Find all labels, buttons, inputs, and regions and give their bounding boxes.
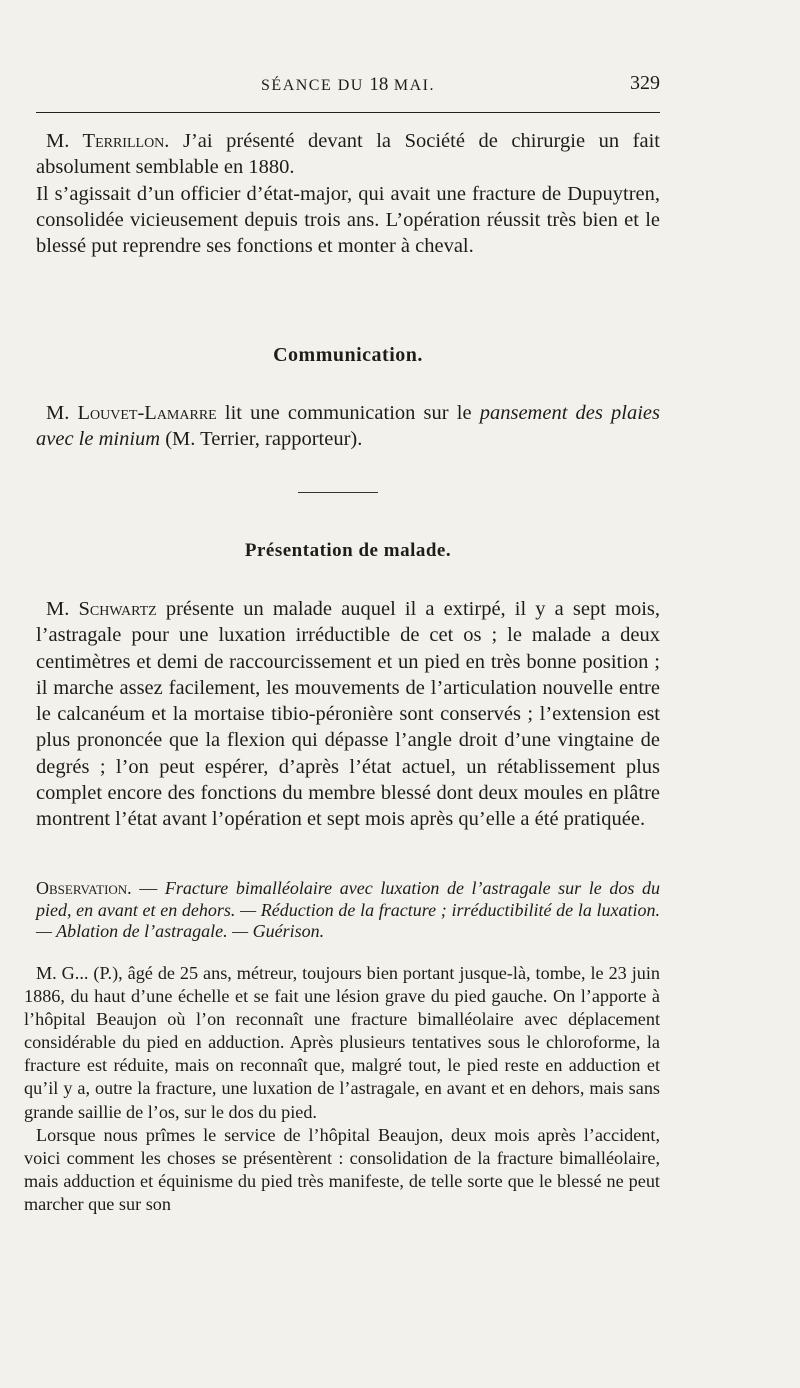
- heading-presentation: Présentation de malade.: [244, 540, 452, 561]
- case-report: [24, 962, 660, 1216]
- presentation-text: présente un malade auquel il a extirpé, il y a sept mois, l’astragale pour une luxation irréductible de cet os ; le malade a deux centimètres et demi de raccourcissement et un pied en très bonne position ; il marche assez facilement, les mouvements de l’articulation nouvelle entre le calcanéum et la mortaise tibio-péronière sont conservés ; l’extension est plus prononcée que la flexion qui dépasse l’angle droit d’une vingtaine de degrés ; l’on peut espérer, d’après l’état actuel, un rétablissement plus complet encore des fonctions du membre blessé dont deux moules en plâtre montrent l’état avant l’opération et sept mois après qu’elle a été pratiquée.: [36, 598, 661, 831]
- speaker-schwartz: M. Schwartz: [46, 598, 157, 620]
- speaker-louvet-lamarre: M. Louvet-Lamarre: [46, 402, 217, 424]
- observation-label: Observation.: [36, 878, 132, 898]
- communication-title: pansement des plaies avec le minium: [36, 402, 660, 451]
- case-paragraph-2: Lorsque nous prîmes le service de l’hôpital Beaujon, deux mois après l’accident, voici comment les choses se présentèrent : consolidation de la fracture bimalléolaire, mais adduction et équinisme du pied très manifeste, de telle sorte que le blessé ne peut marcher que sur son: [24, 1124, 660, 1214]
- paragraph-presentation: [36, 596, 660, 833]
- section-terrillon: [36, 128, 660, 259]
- speaker-terrillon: M. Terrillon.: [46, 130, 170, 152]
- observation-title-block: [36, 878, 660, 943]
- paragraph-terrillon-1-text: J’ai présenté devant la Société de chirurgie un fait absolument semblable en 1880.: [36, 130, 661, 179]
- header-rule: [36, 112, 660, 113]
- page-number: 329: [630, 72, 660, 94]
- section-presentation: [36, 596, 660, 833]
- section-communication: [36, 400, 660, 453]
- running-title-date: 18: [369, 74, 389, 95]
- running-title-suffix: MAI.: [393, 77, 435, 94]
- communication-text-after: (M. Terrier, rapporteur).: [160, 428, 363, 451]
- running-title: [36, 74, 660, 96]
- running-title-prefix: SÉANCE DU: [261, 77, 364, 94]
- case-paragraph-1: M. G... (P.), âgé de 25 ans, métreur, toujours bien portant jusque-là, tombe, le 23 juin 1886, du haut d’une échelle et se fait une lésion grave du pied gauche. On l’apporte à l’hôpital Beaujon où l’on reconnaît une fracture bimalléolaire avec déplacement considérable du pied en adduction. Après plusieurs tentatives sous le chloroforme, la fracture est réduite, mais on reconnaît que, malgré tout, le pied reste en adduction et qu’il y a, outre la fracture, une luxation de l’astragale, en avant et en dehors, mais sans grande saillie de l’os, sur le dos du pied.: [24, 963, 660, 1122]
- heading-communication: Communication.: [273, 344, 423, 366]
- paragraph-terrillon-1: [36, 128, 660, 181]
- section-divider: [298, 492, 378, 493]
- observation-title: Fracture bimalléolaire avec luxation de l’astragale sur le dos du pied, en avant et en dehors. — Réduction de la fracture ; irréductibilité de la luxation. — Ablation de l’astragale. — Guérison.: [36, 878, 661, 941]
- communication-text-before: lit une communication sur le: [216, 402, 480, 424]
- observation-dash: —: [131, 878, 165, 898]
- paragraph-communication: [36, 400, 660, 453]
- running-head: [36, 72, 660, 98]
- paragraph-terrillon-2: Il s’agissait d’un officier d’état-major, qui avait une fracture de Dupuytren, consolidée vicieusement depuis trois ans. L’opération réussit très bien et le blessé put reprendre ses fonctions et monter à cheval.: [36, 182, 660, 258]
